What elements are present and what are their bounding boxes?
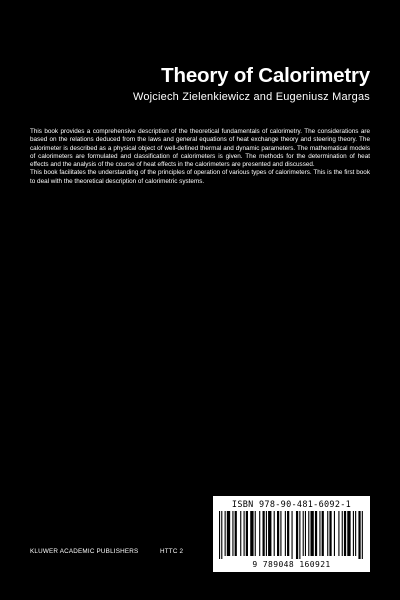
description-paragraph-1: This book provides a comprehensive description of the theoretical fundamentals of calorimetry. The considerations are based on the relations deduced from the laws and general equations of heat exchange theory and steering theory. The calorimeter is described as a physical object of well-defined thermal and dynamic parameters. The mathematical models of calorimeters are formulated and classification of calorimeters is given. The methods for the determination of heat effects and the analysis of the course of heat effects in the calorimeters are presented and discussed.	[30, 128, 370, 169]
book-title: Theory of Calorimetry	[161, 64, 370, 87]
series-code: HTTC 2	[160, 548, 184, 555]
isbn-label: ISBN 978-90-481-6092-1	[231, 500, 352, 510]
description-paragraph-2: This book facilitates the understanding of the principles of operation of various types of calorimeters. This is the first book to deal with the theoretical description of calorimetric systems.	[30, 169, 370, 185]
book-authors: Wojciech Zielenkiewicz and Eugeniusz Margas	[132, 91, 370, 103]
ean-digits: 9 789048 160921	[252, 560, 331, 569]
book-description	[30, 128, 370, 186]
barcode-image	[219, 511, 364, 559]
isbn-barcode-box	[213, 496, 370, 572]
publisher-name: KLUWER ACADEMIC PUBLISHERS	[30, 548, 139, 555]
